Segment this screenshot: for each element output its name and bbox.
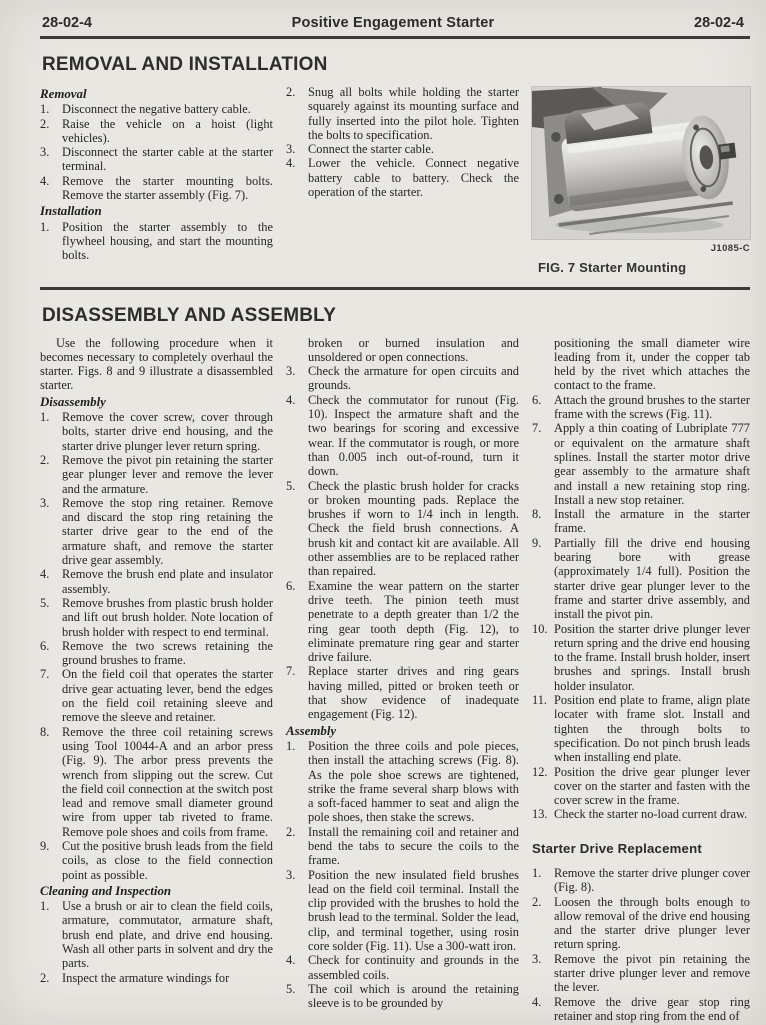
list-number: 1. [40, 410, 50, 425]
list-number: 1. [286, 738, 296, 753]
disassembly-columns [40, 336, 750, 1024]
list-item [40, 725, 273, 839]
list-text: Install the armature in the starter frame. [554, 507, 750, 536]
list-text: Remove the stop ring retainer. Remove and discard the stop ring retaining the starter drive gear to the end of the armature shaft, and remove the starter drive gear assembly. [62, 495, 273, 568]
list-item [286, 479, 519, 579]
list-text: Position the drive gear plunger lever cover on the starter and fasten with the cover screw in the frame. [554, 764, 750, 808]
list-item [532, 622, 750, 693]
list-item [286, 825, 519, 868]
list-number: 6. [40, 638, 50, 653]
list-number: 7. [532, 421, 542, 436]
disassembly-column-3 [532, 336, 750, 1024]
header-rule [40, 36, 750, 39]
list-number: 11. [532, 693, 548, 708]
list-text: Replace starter drives and ring gears having milled, pitted or broken teeth or that show evidence of inadequate engagement (Fig. 12). [308, 664, 519, 722]
list-text: Remove the brush end plate and insulator assembly. [62, 567, 273, 596]
page-number-right: 28-02-4 [694, 15, 744, 31]
list-text: Disconnect the starter cable at the starter terminal. [62, 145, 273, 174]
list-number: 12. [532, 764, 548, 779]
list-item [40, 496, 273, 567]
list-text: Snug all bolts while holding the starter squarely against its mounting surface and fully inserted into the pilot hole. Tighten the bolts to specification. [308, 85, 519, 142]
list-text: Lower the vehicle. Connect negative battery cable to battery. Check the operation of the starter. [308, 156, 519, 200]
list-item [40, 667, 273, 724]
figure-caption: FIG. 7 Starter Mounting [538, 260, 687, 276]
list-text: On the field coil that operates the starter drive gear actuating lever, bend the edges on the field coil retaining sleeve and remove the sleeve and retainer. [62, 667, 273, 725]
list-item [286, 393, 519, 479]
list-number: 1. [532, 865, 542, 880]
page-title: Positive Engagement Starter [291, 15, 495, 31]
list-number: 3. [40, 495, 50, 510]
list-number: 5. [40, 595, 50, 610]
list-item [286, 364, 519, 393]
list-item [532, 866, 750, 895]
list-number: 1. [40, 899, 50, 914]
list-text: Raise the vehicle on a hoist (light vehicles). [62, 116, 273, 145]
figure-code: J1085-C [710, 243, 750, 254]
list-number: 3. [40, 145, 50, 160]
figure-7 [532, 85, 750, 276]
list-number: 13. [532, 807, 548, 822]
list-number: 2. [532, 894, 542, 909]
list-item [532, 807, 750, 821]
list-number: 4. [40, 567, 50, 582]
list-text: Position the starter assembly to the flywheel housing, and start the mounting bolts. [62, 219, 273, 263]
list-item [286, 142, 519, 156]
list-item [40, 174, 273, 203]
removal-columns [40, 85, 750, 276]
list-text: Remove the cover screw, cover through bolts, starter drive end housing, and the starter drive plunger lever return spring. [62, 410, 273, 453]
list-item [40, 596, 273, 639]
list-item [286, 868, 519, 954]
list-text: Remove brushes from plastic brush holder and lift out brush holder. Note location of brush holder with respect to end terminal. [62, 595, 273, 639]
list-item [532, 952, 750, 995]
list-item [40, 145, 273, 174]
list-number: 7. [286, 664, 296, 679]
list-item [40, 102, 273, 116]
list-item-continuation [286, 336, 519, 365]
subsection-heading: Installation [40, 204, 102, 219]
list-number: 5. [286, 981, 296, 996]
list-text: Remove the starter mounting bolts. Remove the starter assembly (Fig. 7). [62, 173, 273, 203]
list-number: 2. [40, 452, 50, 467]
list-text: Attach the ground brushes to the starter frame with the screws (Fig. 11). [554, 392, 750, 422]
list-number: 6. [532, 392, 542, 407]
list-item [40, 899, 273, 970]
list-text: Loosen the through bolts enough to allow removal of the drive end housing and the starter drive plunger lever return spring. [554, 894, 750, 952]
list-item [40, 839, 273, 882]
section-heading-removal: REMOVAL AND INSTALLATION [42, 54, 328, 75]
list-item [40, 117, 273, 146]
subsection-heading: Assembly [286, 723, 337, 738]
list-number: 8. [40, 724, 50, 739]
list-item [286, 953, 519, 982]
list-text: Remove the pivot pin retaining the starter drive plunger lever and remove the lever. [554, 951, 750, 995]
list-text: Use a brush or air to clean the field coils, armature, commutator, armature shaft, brush end plate, and drive end housing. Wash all other parts in solvent and dry the parts. [62, 899, 273, 971]
list-item [532, 765, 750, 808]
list-number [532, 336, 554, 393]
list-number: 3. [286, 364, 296, 379]
starter-mounting-photo [532, 87, 750, 239]
list-text: Remove the pivot pin retaining the starter gear plunger lever and remove the lever and the armature. [62, 452, 273, 496]
list-number: 4. [286, 156, 296, 171]
list-number: 7. [40, 667, 50, 682]
list-item [286, 739, 519, 825]
list-number: 3. [286, 867, 296, 882]
subsection-heading: Starter Drive Replacement [532, 840, 702, 856]
list-text: Install the remaining coil and retainer and bend the tabs to secure the coils to the frame. [308, 824, 519, 868]
list-number: 4. [286, 392, 296, 407]
disassembly-column-1 [40, 336, 273, 1024]
list-item [532, 393, 750, 422]
list-number: 9. [532, 535, 542, 550]
list-item [532, 895, 750, 952]
list-text: The coil which is around the retaining sleeve is to be grounded by [308, 981, 519, 1011]
subsection-heading: Removal [40, 87, 87, 101]
list-number: 10. [532, 621, 548, 636]
subsection-heading: Disassembly [40, 394, 106, 409]
list-item [40, 410, 273, 453]
list-number: 4. [532, 994, 542, 1009]
list-item [532, 693, 750, 764]
paragraph: Use the following procedure when it becomes necessary to completely overhaul the starter. Figs. 8 and 9 illustrate a disassembled starter. [40, 335, 273, 393]
list-item [532, 421, 750, 507]
list-item-continuation [532, 336, 750, 393]
list-item [532, 995, 750, 1024]
list-number: 8. [532, 507, 542, 522]
list-text: Examine the wear pattern on the starter drive teeth. The pinion teeth must penetrate to a depth greater than 1/2 the ring gear tooth depth (Fig. 12), to eliminate premature ring gear and starter drive failure. [308, 578, 519, 665]
list-item [40, 971, 273, 985]
list-text: Remove the drive gear stop ring retainer and stop ring from the end of [554, 994, 750, 1023]
list-item [286, 156, 519, 199]
list-number: 9. [40, 838, 50, 853]
removal-column-1 [40, 85, 273, 276]
list-text: Position the new insulated field brushes lead on the field coil terminal. Install the clip provided with the brushes to hold the brush lead to the terminal. Solder the lead, clip, and terminal together, using rosin core solder (Fig. 11). Use a 300-watt iron. [308, 867, 519, 954]
list-number: 4. [286, 953, 296, 968]
list-item [40, 567, 273, 596]
list-number: 2. [286, 824, 296, 839]
list-text: Check for continuity and grounds in the assembled coils. [308, 953, 519, 982]
list-item [286, 85, 519, 142]
list-text: Connect the starter cable. [308, 142, 434, 157]
list-text: Remove the three coil retaining screws using Tool 10044-A and an arbor press (Fig. 9). The arbor press prevents the wrench from slipping out the screw. Cut the field coil connection at the switch post lead and remove small diameter ground wire from upper tab riveted to frame. Remove pole shoes and coils from frame. [62, 724, 273, 839]
list-text: Disconnect the negative battery cable. [62, 102, 251, 117]
list-item [532, 507, 750, 536]
list-item [286, 982, 519, 1011]
list-text: Inspect the armature windings for [62, 970, 230, 985]
list-item [532, 536, 750, 622]
disassembly-column-2 [286, 336, 519, 1024]
section-heading-disassembly: DISASSEMBLY AND ASSEMBLY [42, 304, 337, 326]
list-number: 3. [532, 951, 542, 966]
list-text: Check the armature for open circuits and grounds. [308, 364, 519, 393]
list-text: broken or burned insulation and unsoldered or open connections. [308, 335, 519, 364]
list-text: Partially fill the drive end housing bearing bore with grease (approximately 1/4 full). Position the starter drive gear plunger lever to the frame and starter drive assembly, and install the pivot pin. [554, 535, 750, 622]
list-text: Position end plate to frame, align plate locater with frame slot. Install and tighten the through bolts to specification. Do not pinch brush leads when installing end plate. [554, 693, 750, 765]
list-item [40, 639, 273, 668]
list-text: Cut the positive brush leads from the field coils, as close to the field connection point as possible. [62, 838, 273, 882]
subsection-heading: Cleaning and Inspection [40, 883, 172, 898]
list-item [286, 664, 519, 721]
list-number [286, 336, 308, 365]
list-number: 1. [40, 219, 50, 234]
removal-column-2 [286, 85, 519, 276]
list-text: Position the three coils and pole pieces, then install the attaching screws (Fig. 8). As the pole shoe screws are tightened, strike the frame several sharp blows with a soft-faced hammer to seat and align the pole shoes, then stake the screws. [308, 738, 519, 825]
list-text: Check the commutator for runout (Fig. 10). Inspect the armature shaft and the two bearings for scoring and excessive wear. If the commutator is rough, or more than 0.005 inch out-of-round, turn it down. [308, 392, 519, 479]
section-divider-rule [40, 287, 750, 290]
list-number: 2. [40, 116, 50, 131]
page-number-left: 28-02-4 [42, 15, 92, 31]
list-item [40, 453, 273, 496]
list-text: positioning the small diameter wire leading from it, under the copper tab held by the rivet which attaches the contact to the frame. [554, 335, 750, 393]
list-text: Check the plastic brush holder for cracks or broken mounting pads. Replace the brushes if worn to 1/4 inch in length. Check the field brush connections. A brush kit and contact kit are available. All other assemblies are to be replaced rather than repaired. [308, 478, 519, 579]
page-header [40, 15, 750, 31]
list-text: Position the starter drive plunger lever return spring and the drive end housing to the frame. Install brush holder, insert brushes and springs. Install brush holder insulator. [554, 621, 750, 693]
list-text: Remove the two screws retaining the ground brushes to frame. [62, 638, 273, 668]
list-number: 2. [40, 970, 50, 985]
list-item [40, 220, 273, 263]
list-number: 3. [286, 142, 296, 157]
list-text: Check the starter no-load current draw. [554, 807, 748, 822]
list-number: 6. [286, 578, 296, 593]
list-number: 4. [40, 173, 50, 188]
list-number: 5. [286, 478, 296, 493]
list-number: 2. [286, 85, 296, 99]
list-number: 1. [40, 102, 50, 117]
list-text: Remove the starter drive plunger cover (Fig. 8). [554, 865, 750, 895]
list-item [286, 579, 519, 665]
list-text: Apply a thin coating of Lubriplate 777 or equivalent on the armature shaft splines. Install the starter motor drive gear assembly to the armature shaft and install a new retaining stop ring. Install a new stop retainer. [554, 421, 750, 507]
